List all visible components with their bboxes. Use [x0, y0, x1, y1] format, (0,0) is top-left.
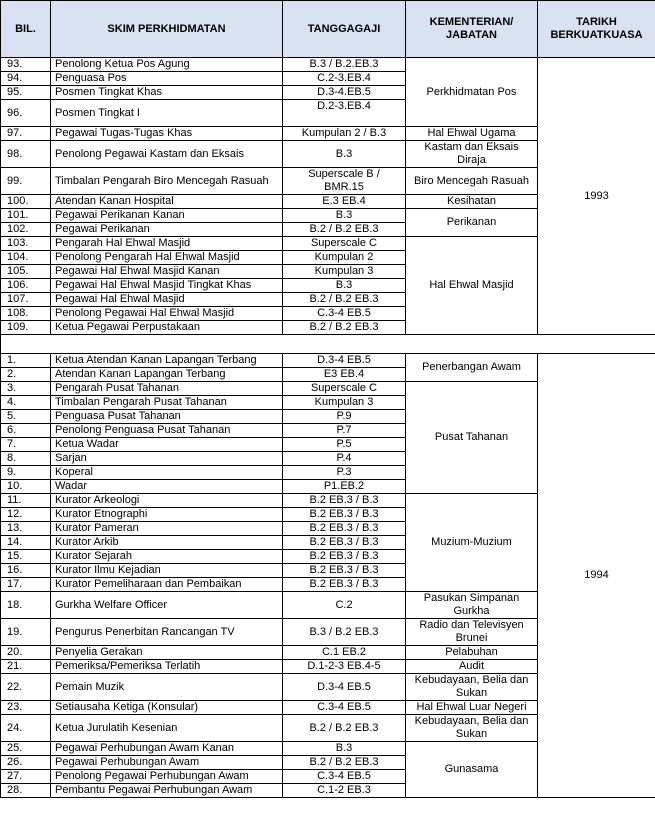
- section-1993: [1, 58, 655, 354]
- kementerian-cell: Audit: [406, 660, 538, 674]
- row-bil: 7.: [1, 438, 51, 452]
- row-gaji: E.3 EB.4: [283, 195, 406, 209]
- row-bil: 94.: [1, 72, 51, 86]
- row-skim: Wadar: [51, 480, 283, 494]
- row-bil: 14.: [1, 536, 51, 550]
- row-skim: Penolong Pegawai Hal Ehwal Masjid: [51, 307, 283, 321]
- row-gaji: B.3 / B.2 EB.3: [283, 619, 406, 646]
- row-gaji: B.2 EB.3 / B.3: [283, 508, 406, 522]
- row-skim: Atendan Kanan Hospital: [51, 195, 283, 209]
- section-1994: [1, 354, 655, 798]
- row-bil: 98.: [1, 141, 51, 168]
- row-bil: 8.: [1, 452, 51, 466]
- row-skim: Penolong Pegawai Kastam dan Eksais: [51, 141, 283, 168]
- row-gaji: C.2: [283, 592, 406, 619]
- row-skim: Kurator Sejarah: [51, 550, 283, 564]
- kementerian-cell: Pusat Tahanan: [406, 382, 538, 494]
- row-skim: Ketua Atendan Kanan Lapangan Terbang: [51, 354, 283, 368]
- row-bil: 16.: [1, 564, 51, 578]
- kementerian-cell: Kebudayaan, Belia dan Sukan: [406, 674, 538, 701]
- row-skim: Sarjan: [51, 452, 283, 466]
- row-skim: Setiausaha Ketiga (Konsular): [51, 701, 283, 715]
- row-gaji: B.2 EB.3 / B.3: [283, 522, 406, 536]
- row-skim: Pegawai Perhubungan Awam Kanan: [51, 742, 283, 756]
- row-bil: 108.: [1, 307, 51, 321]
- row-gaji: B.2 EB.3 / B.3: [283, 550, 406, 564]
- row-bil: 25.: [1, 742, 51, 756]
- tarikh-cell: 1993: [538, 58, 655, 335]
- row-bil: 13.: [1, 522, 51, 536]
- kementerian-cell: Biro Mencegah Rasuah: [406, 168, 538, 195]
- row-gaji: B.3: [283, 141, 406, 168]
- row-gaji: D.1-2-3 EB.4-5: [283, 660, 406, 674]
- row-skim: Ketua Jurulatih Kesenian: [51, 715, 283, 742]
- row-gaji: B.3 / B.2.EB.3: [283, 58, 406, 72]
- row-skim: Penguasa Pos: [51, 72, 283, 86]
- row-bil: 101.: [1, 209, 51, 223]
- row-bil: 95.: [1, 86, 51, 100]
- row-bil: 6.: [1, 424, 51, 438]
- row-skim: Kurator Etnographi: [51, 508, 283, 522]
- row-skim: Penyelia Gerakan: [51, 646, 283, 660]
- row-skim: Pegawai Hal Ehwal Masjid Tingkat Khas: [51, 279, 283, 293]
- header-bil: BIL.: [1, 1, 51, 58]
- row-gaji: B.2 / B.2 EB.3: [283, 293, 406, 307]
- row-skim: Pengarah Hal Ehwal Masjid: [51, 237, 283, 251]
- row-gaji: Kumpulan 3: [283, 396, 406, 410]
- row-bil: 24.: [1, 715, 51, 742]
- row-bil: 5.: [1, 410, 51, 424]
- header-kementerian: KEMENTERIAN/ JABATAN: [406, 1, 538, 58]
- kementerian-cell: Kesihatan: [406, 195, 538, 209]
- table-row: [1, 354, 655, 368]
- table-row: [1, 58, 655, 72]
- row-skim: Kurator Pameran: [51, 522, 283, 536]
- row-gaji: C.1 EB.2: [283, 646, 406, 660]
- row-bil: 107.: [1, 293, 51, 307]
- row-gaji: C.3-4 EB.5: [283, 307, 406, 321]
- row-skim: Pemeriksa/Pemeriksa Terlatih: [51, 660, 283, 674]
- row-bil: 10.: [1, 480, 51, 494]
- row-skim: Kurator Arkib: [51, 536, 283, 550]
- row-gaji: P.3: [283, 466, 406, 480]
- row-skim: Posmen Tingkat I: [51, 100, 283, 127]
- row-gaji: E3 EB.4: [283, 368, 406, 382]
- row-gaji: B.3: [283, 742, 406, 756]
- row-skim: Kurator Arkeologi: [51, 494, 283, 508]
- row-skim: Pengurus Penerbitan Rancangan TV: [51, 619, 283, 646]
- row-bil: 104.: [1, 251, 51, 265]
- kementerian-cell: Radio dan Televisyen Brunei: [406, 619, 538, 646]
- row-gaji: B.3: [283, 279, 406, 293]
- row-bil: 105.: [1, 265, 51, 279]
- row-skim: Penolong Pegawai Perhubungan Awam: [51, 770, 283, 784]
- row-bil: 3.: [1, 382, 51, 396]
- row-gaji: Superscale C: [283, 237, 406, 251]
- row-skim: Pegawai Perikanan Kanan: [51, 209, 283, 223]
- row-gaji: P.7: [283, 424, 406, 438]
- row-bil: 9.: [1, 466, 51, 480]
- row-skim: Penolong Pengarah Hal Ehwal Masjid: [51, 251, 283, 265]
- row-bil: 99.: [1, 168, 51, 195]
- kementerian-cell: Muzium-Muzium: [406, 494, 538, 592]
- row-gaji: B.2 / B.2 EB.3: [283, 756, 406, 770]
- row-skim: Ketua Pegawai Perpustakaan: [51, 321, 283, 335]
- row-skim: Kurator Ilmu Kejadian: [51, 564, 283, 578]
- row-skim: Pegawai Tugas-Tugas Khas: [51, 127, 283, 141]
- kementerian-cell: Hal Ehwal Ugama: [406, 127, 538, 141]
- row-skim: Posmen Tingkat Khas: [51, 86, 283, 100]
- row-bil: 23.: [1, 701, 51, 715]
- row-gaji: P1.EB.2: [283, 480, 406, 494]
- header-tarikh: TARIKH BERKUATKUASA: [538, 1, 655, 58]
- row-bil: 18.: [1, 592, 51, 619]
- row-gaji: B.2 EB.3 / B.3: [283, 536, 406, 550]
- row-bil: 2.: [1, 368, 51, 382]
- kementerian-cell: Kastam dan Eksais Diraja: [406, 141, 538, 168]
- row-skim: Pengarah Pusat Tahanan: [51, 382, 283, 396]
- row-bil: 21.: [1, 660, 51, 674]
- row-bil: 96.: [1, 100, 51, 127]
- row-bil: 22.: [1, 674, 51, 701]
- row-skim: Penolong Penguasa Pusat Tahanan: [51, 424, 283, 438]
- row-bil: 103.: [1, 237, 51, 251]
- row-bil: 19.: [1, 619, 51, 646]
- header-gaji: TANGGAGAJI: [283, 1, 406, 58]
- kementerian-cell: Penerbangan Awam: [406, 354, 538, 382]
- row-gaji: D.3-4 EB.5: [283, 354, 406, 368]
- row-bil: 17.: [1, 578, 51, 592]
- row-gaji: P.5: [283, 438, 406, 452]
- row-gaji: P.9: [283, 410, 406, 424]
- row-gaji: D.3-4.EB.5: [283, 86, 406, 100]
- row-bil: 27.: [1, 770, 51, 784]
- kementerian-cell: Hal Ehwal Masjid: [406, 237, 538, 335]
- row-skim: Pembantu Pegawai Perhubungan Awam: [51, 784, 283, 798]
- kementerian-cell: Hal Ehwal Luar Negeri: [406, 701, 538, 715]
- row-bil: 20.: [1, 646, 51, 660]
- row-gaji: C.1-2 EB.3: [283, 784, 406, 798]
- row-skim: Penolong Ketua Pos Agung: [51, 58, 283, 72]
- header-row: [1, 1, 655, 58]
- row-bil: 15.: [1, 550, 51, 564]
- row-bil: 100.: [1, 195, 51, 209]
- row-gaji: C.3-4 EB.5: [283, 701, 406, 715]
- row-bil: 106.: [1, 279, 51, 293]
- row-skim: Atendan Kanan Lapangan Terbang: [51, 368, 283, 382]
- row-bil: 102.: [1, 223, 51, 237]
- row-skim: Pegawai Perikanan: [51, 223, 283, 237]
- tarikh-cell: 1994: [538, 354, 655, 798]
- row-gaji: B.2 / B.2 EB.3: [283, 321, 406, 335]
- row-skim: Pemain Muzik: [51, 674, 283, 701]
- section-gap: [1, 335, 655, 354]
- row-gaji: B.2 EB.3 / B.3: [283, 564, 406, 578]
- row-gaji: D.3-4 EB.5: [283, 674, 406, 701]
- row-gaji: C.3-4 EB.5: [283, 770, 406, 784]
- row-gaji: Kumpulan 2 / B.3: [283, 127, 406, 141]
- row-skim: Penguasa Pusat Tahanan: [51, 410, 283, 424]
- row-gaji: C.2-3.EB.4: [283, 72, 406, 86]
- kementerian-cell: Perkhidmatan Pos: [406, 58, 538, 127]
- row-bil: 28.: [1, 784, 51, 798]
- row-bil: 4.: [1, 396, 51, 410]
- row-bil: 97.: [1, 127, 51, 141]
- kementerian-cell: Pelabuhan: [406, 646, 538, 660]
- row-bil: 109.: [1, 321, 51, 335]
- row-bil: 1.: [1, 354, 51, 368]
- row-gaji: Kumpulan 3: [283, 265, 406, 279]
- kementerian-cell: Pasukan Simpanan Gurkha: [406, 592, 538, 619]
- row-gaji: D.2-3.EB.4: [283, 100, 406, 127]
- row-gaji: Kumpulan 2: [283, 251, 406, 265]
- row-bil: 12.: [1, 508, 51, 522]
- row-bil: 26.: [1, 756, 51, 770]
- row-gaji: Superscale B / BMR.15: [283, 168, 406, 195]
- row-gaji: B.2 EB.3 / B.3: [283, 494, 406, 508]
- row-skim: Timbalan Pengarah Biro Mencegah Rasuah: [51, 168, 283, 195]
- row-skim: Timbalan Pengarah Pusat Tahanan: [51, 396, 283, 410]
- kementerian-cell: Perikanan: [406, 209, 538, 237]
- row-gaji: P.4: [283, 452, 406, 466]
- row-skim: Pegawai Hal Ehwal Masjid: [51, 293, 283, 307]
- row-gaji: B.3: [283, 209, 406, 223]
- row-gaji: B.2 EB.3 / B.3: [283, 578, 406, 592]
- kementerian-cell: Kebudayaan, Belia dan Sukan: [406, 715, 538, 742]
- row-skim: Pegawai Hal Ehwal Masjid Kanan: [51, 265, 283, 279]
- row-skim: Kurator Pemeliharaan dan Pembaikan: [51, 578, 283, 592]
- row-bil: 11.: [1, 494, 51, 508]
- row-skim: Pegawai Perhubungan Awam: [51, 756, 283, 770]
- row-gaji: Superscale C: [283, 382, 406, 396]
- row-skim: Ketua Wadar: [51, 438, 283, 452]
- row-skim: Koperal: [51, 466, 283, 480]
- row-gaji: B.2 / B.2 EB.3: [283, 223, 406, 237]
- row-skim: Gurkha Welfare Officer: [51, 592, 283, 619]
- kementerian-cell: Gunasama: [406, 742, 538, 798]
- row-bil: 93.: [1, 58, 51, 72]
- header-skim: SKIM PERKHIDMATAN: [51, 1, 283, 58]
- row-gaji: B.2 / B.2 EB.3: [283, 715, 406, 742]
